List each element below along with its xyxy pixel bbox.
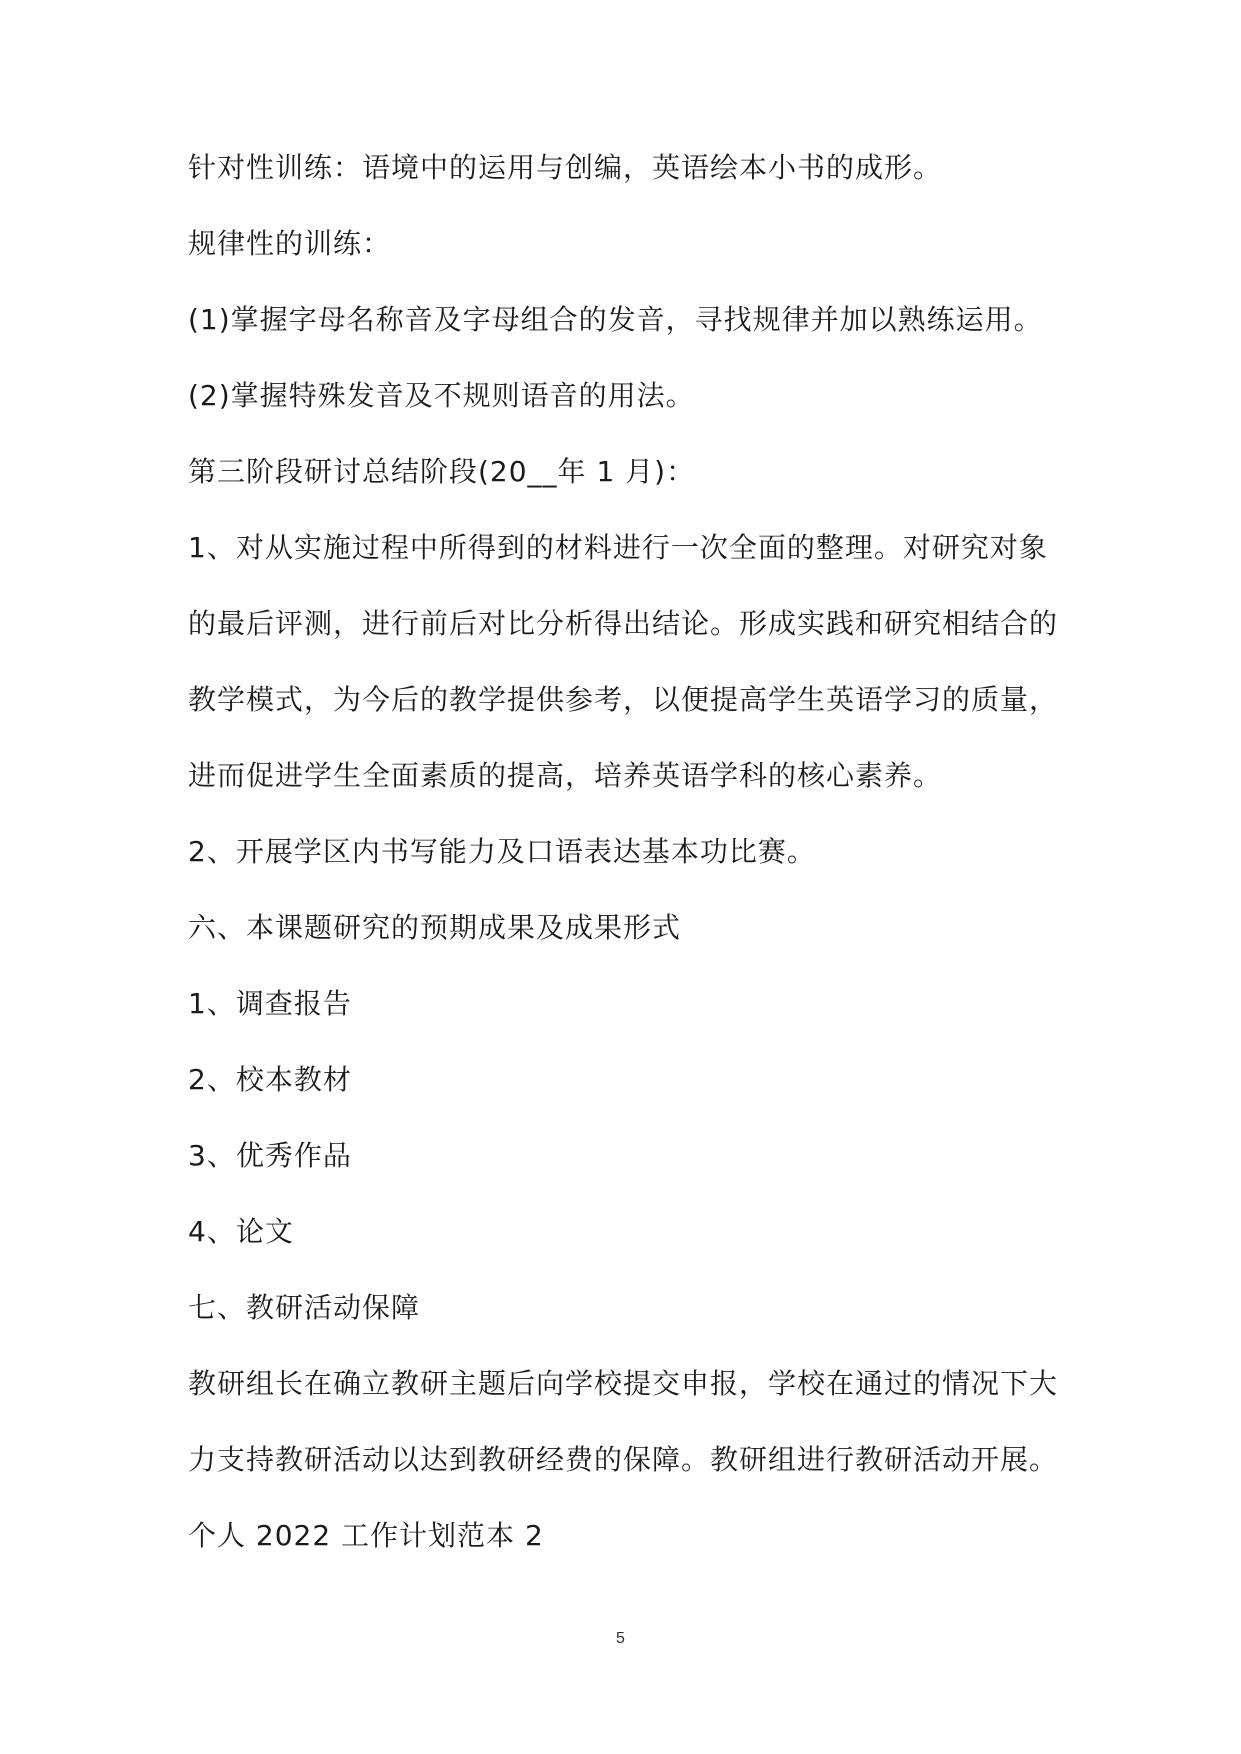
list-item: 2、开展学区内书写能力及口语表达基本功比赛。 <box>188 835 816 868</box>
list-item: 1、调查报告 <box>188 987 352 1020</box>
paragraph-line: 教学模式，为今后的教学提供参考，以便提高学生英语学习的质量， <box>188 683 1059 716</box>
paragraph-line: 1、对从实施过程中所得到的材料进行一次全面的整理。对研究对象 <box>188 531 1048 564</box>
list-item: 2、校本教材 <box>188 1063 352 1096</box>
section-heading: 第三阶段研讨总结阶段(20__年 1 月)： <box>188 455 696 488</box>
list-item: (2)掌握特殊发音及不规则语音的用法。 <box>188 379 695 412</box>
paragraph-line: 力支持教研活动以达到教研经费的保障。教研组进行教研活动开展。 <box>188 1443 1059 1476</box>
page-number: 5 <box>616 1630 625 1647</box>
paragraph-line: 针对性训练：语境中的运用与创编，英语绘本小书的成形。 <box>188 151 943 184</box>
list-item: (1)掌握字母名称音及字母组合的发音，寻找规律并加以熟练运用。 <box>188 303 1043 336</box>
list-item: 4、论文 <box>188 1215 294 1248</box>
section-heading: 六、本课题研究的预期成果及成果形式 <box>188 911 682 944</box>
paragraph-line: 进而促进学生全面素质的提高，培养英语学科的核心素养。 <box>188 759 943 792</box>
paragraph-line: 规律性的训练： <box>188 227 392 260</box>
section-heading: 个人 2022 工作计划范本 2 <box>188 1519 544 1552</box>
paragraph-line: 教研组长在确立教研主题后向学校提交申报，学校在通过的情况下大 <box>188 1367 1059 1400</box>
paragraph-line: 的最后评测，进行前后对比分析得出结论。形成实践和研究相结合的 <box>188 607 1059 640</box>
section-heading: 七、教研活动保障 <box>188 1291 421 1324</box>
list-item: 3、优秀作品 <box>188 1139 352 1172</box>
